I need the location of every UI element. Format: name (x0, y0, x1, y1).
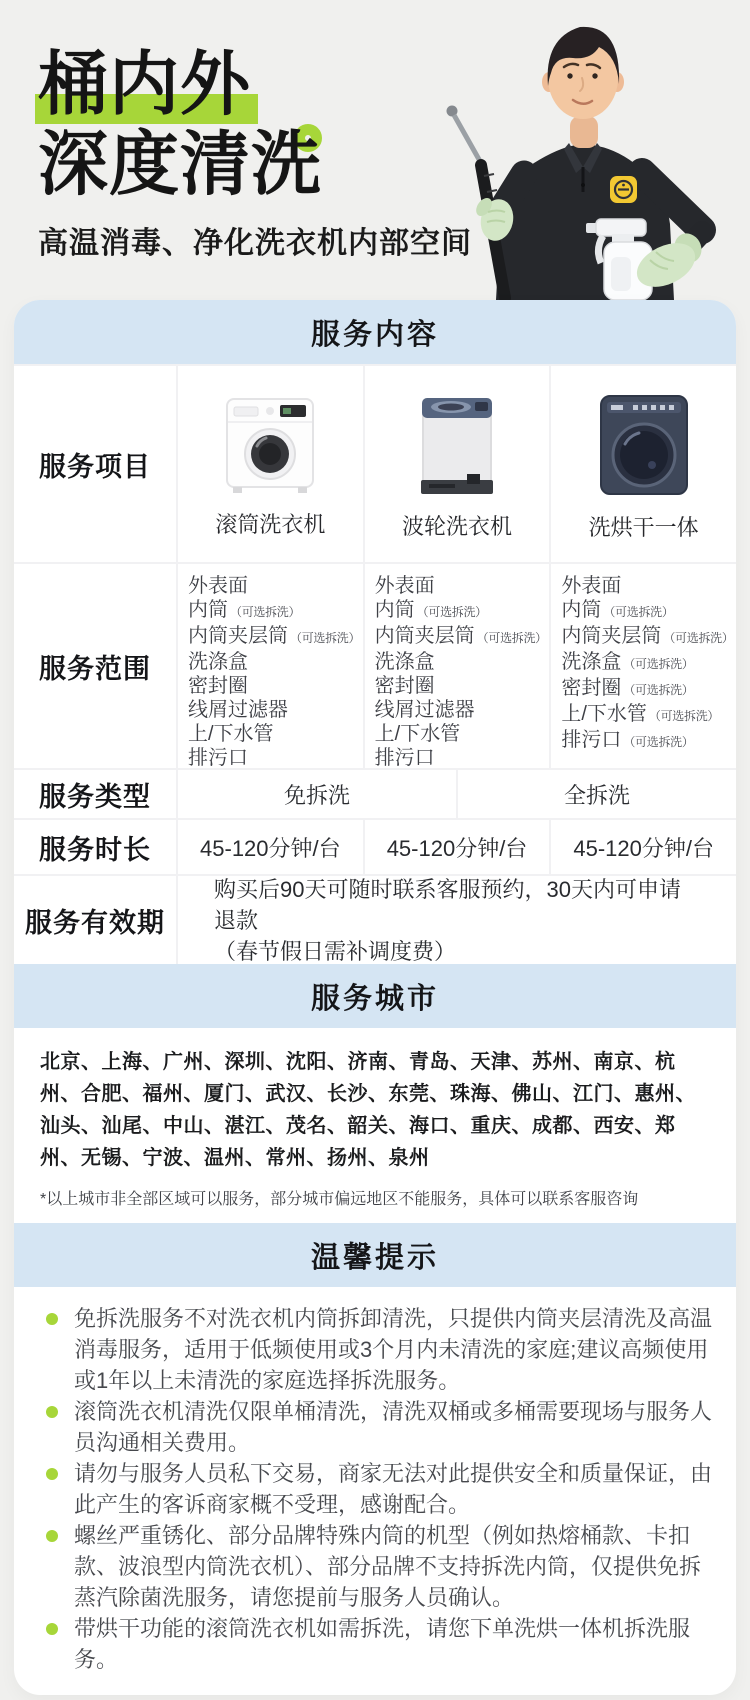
row-label: 服务时长 (39, 834, 151, 865)
bullet-icon (46, 1468, 58, 1480)
bullet-icon (46, 1623, 58, 1635)
scope-item: 上/下水管 (374, 723, 461, 745)
machine-label: 滚筒洗衣机 (215, 511, 326, 537)
scope-item: 排污口 (188, 747, 248, 769)
scope-column-drum (176, 564, 363, 768)
section-title: 服务城市 (310, 982, 439, 1015)
service-card (14, 300, 736, 1695)
scope-item: 内筒 （可选拆洗） (188, 599, 301, 621)
washer-dryer-combo-icon (597, 393, 691, 497)
tip-text: 滚筒洗衣机清洗仅限单桶清洗，清洗双桶或多桶需要现场与服务人员沟通相关费用。 (74, 1399, 713, 1455)
row-label: 服务范围 (39, 653, 151, 684)
row-service-items (14, 364, 736, 562)
validity-line2: （春节假日需补调度费） (214, 938, 457, 964)
section-header-service-content (14, 300, 736, 364)
scope-item: 密封圈 (374, 675, 435, 697)
scope-item: 洗涤盒 (188, 651, 248, 673)
bullet-icon (46, 1530, 58, 1542)
section-title: 服务内容 (310, 318, 439, 351)
page-title-line1: 桶内外 (38, 45, 251, 123)
validity-cell (176, 876, 736, 964)
scope-item: 外表面 (561, 575, 622, 597)
scope-item: 内筒 （可选拆洗） (374, 599, 487, 621)
machine-cell (363, 366, 550, 562)
scope-item: 上/下水管 (188, 723, 274, 745)
tip-item (40, 1396, 712, 1458)
row-service-scope (14, 562, 736, 768)
duration-value: 45-120分钟/台 (549, 820, 736, 874)
machine-label: 波轮洗衣机 (402, 513, 513, 539)
service-type-value: 免拆洗 (176, 770, 456, 818)
service-type-value: 全拆洗 (456, 770, 736, 818)
scope-item: 内筒夹层筒 （可选拆洗） (188, 625, 361, 647)
row-service-validity (14, 874, 736, 964)
city-list: 北京、上海、广州、深圳、沈阳、济南、青岛、天津、苏州、南京、杭州、合肥、福州、厦门、武汉、长沙、东莞、珠海、佛山、江门、惠州、汕头、汕尾、中山、湛江、茂名、韶关、海口、重庆、成都、西安、郑州、无锡、宁波、温州、常州、扬州、泉州 (40, 1051, 696, 1169)
scope-item: 外表面 (188, 575, 248, 597)
top-load-washer-icon (411, 394, 503, 496)
scope-item: 洗涤盒 (374, 651, 435, 673)
hero-subtitle: 高温消毒、净化洗衣机内部空间 (38, 227, 472, 260)
machine-label: 洗烘干一体 (588, 514, 699, 540)
validity-line1: 购买后90天可随时联系客服预约，30天内可申请退款 (214, 876, 681, 933)
scope-column-combo (549, 564, 736, 768)
section-title: 温馨提示 (310, 1241, 439, 1274)
city-footnote: *以上城市非全部区域可以服务，部分城市偏远地区不能服务，具体可以联系客服咨询 (40, 1191, 639, 1208)
duration-value: 45-120分钟/台 (176, 820, 363, 874)
row-service-duration (14, 818, 736, 874)
scope-item: 密封圈 （可选拆洗） (561, 677, 694, 699)
bullet-icon (46, 1406, 58, 1418)
tip-text: 螺丝严重锈化、部分品牌特殊内筒的机型（例如热熔桶款、卡扣款、波浪型内筒洗衣机）、部分品牌不支持拆洗内筒，仅提供免拆蒸汽除菌洗服务，请您提前与服务人员确认。 (74, 1523, 702, 1610)
section-header-tips (14, 1223, 736, 1287)
hero-text (38, 44, 472, 262)
tips-list (14, 1287, 736, 1695)
scope-item: 内筒 （可选拆洗） (561, 599, 674, 621)
scope-item: 密封圈 (188, 675, 248, 697)
bullet-icon (46, 1313, 58, 1325)
tip-item (40, 1303, 712, 1396)
tip-item (40, 1613, 712, 1675)
front-load-washer-icon (224, 396, 316, 494)
row-service-type (14, 768, 736, 818)
scope-item: 内筒夹层筒 （可选拆洗） (374, 625, 547, 647)
page-title-line2: 深度清洗 (38, 125, 322, 203)
scope-item: 排污口 (374, 747, 435, 769)
machine-cell (176, 366, 363, 562)
scope-item: 线屑过滤器 (374, 699, 475, 721)
tip-item (40, 1458, 712, 1520)
row-label: 服务类型 (39, 781, 151, 812)
scope-item: 上/下水管 （可选拆洗） (561, 703, 720, 725)
scope-item: 排污口 （可选拆洗） (561, 729, 694, 751)
page-title-line1-wrap (38, 44, 251, 124)
tip-item (40, 1520, 712, 1613)
tip-text: 带烘干功能的滚筒洗衣机如需拆洗，请您下单洗烘一体机拆洗服务。 (74, 1616, 691, 1672)
section-header-service-cities (14, 964, 736, 1028)
scope-item: 内筒夹层筒 （可选拆洗） (561, 625, 734, 647)
scope-column-pulsator (363, 564, 550, 768)
hero-banner (0, 0, 750, 300)
brand-badge-icon (610, 176, 637, 203)
neck (570, 116, 598, 148)
scope-item: 洗涤盒 （可选拆洗） (561, 651, 694, 673)
machine-cell (549, 366, 736, 562)
scope-item: 外表面 (374, 575, 435, 597)
tip-text: 免拆洗服务不对洗衣机内筒拆卸清洗，只提供内筒夹层清洗及高温消毒服务，适用于低频使用或3个月内未清洗的家庭;建议高频使用或1年以上未清洗的家庭选择拆洗服务。 (74, 1306, 713, 1393)
duration-value: 45-120分钟/台 (363, 820, 550, 874)
row-label: 服务项目 (39, 451, 151, 482)
row-label: 服务有效期 (25, 907, 165, 938)
tip-text: 请勿与服务人员私下交易，商家无法对此提供安全和质量保证，由此产生的客诉商家概不受理，感谢配合。 (74, 1461, 713, 1517)
scope-item: 线屑过滤器 (188, 699, 288, 721)
